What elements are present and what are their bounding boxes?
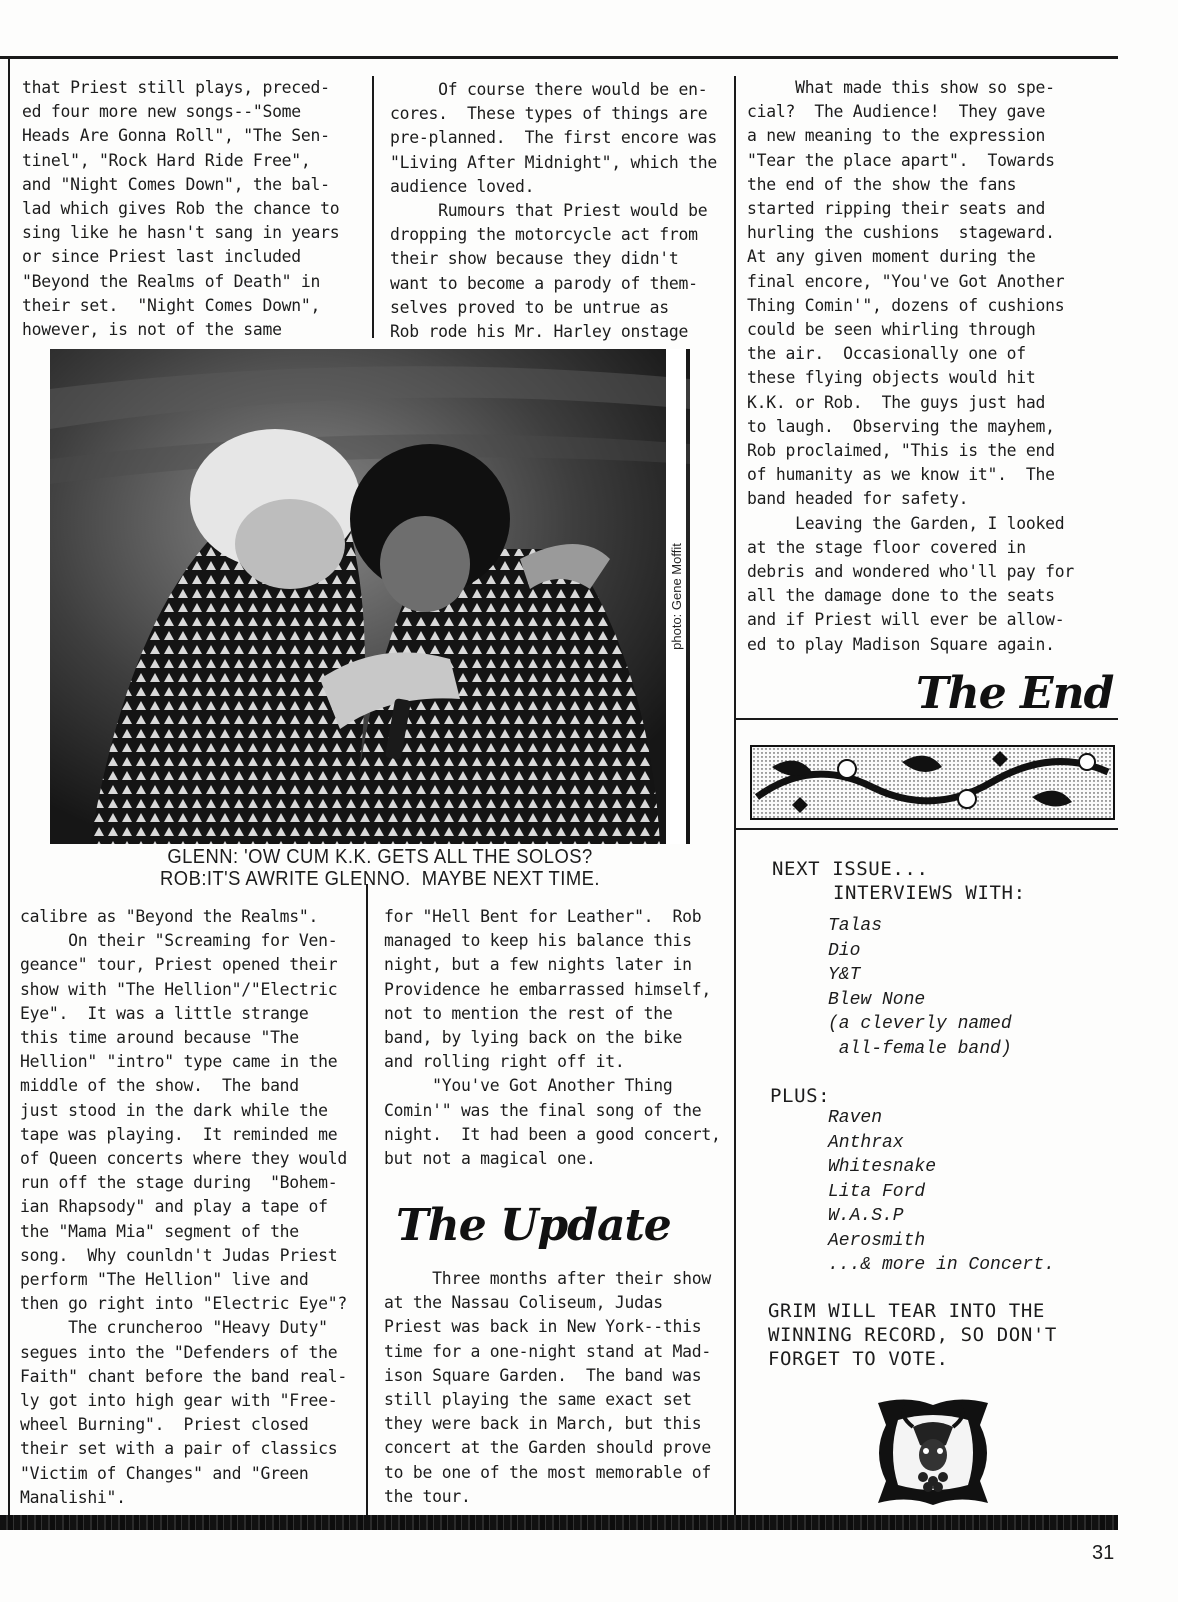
text-line: band, by lying back on the bike: [384, 1028, 683, 1048]
text-line: wheel Burning". Priest closed: [20, 1415, 309, 1435]
text-line: ison Square Garden. The band was: [384, 1365, 702, 1385]
page-number: 31: [1092, 1542, 1115, 1564]
text-line: audience loved.: [390, 176, 535, 196]
interview-item: Talas: [828, 916, 883, 936]
plus-label: PLUS:: [770, 1085, 831, 1107]
plus-list: [828, 1106, 1055, 1278]
text-line: and if Priest will ever be allow-: [747, 610, 1065, 630]
text-line: at the stage floor covered in: [747, 537, 1026, 557]
text-line: tinel", "Rock Hard Ride Free",: [22, 150, 311, 170]
left-border: [8, 58, 10, 1515]
text-line: Heads Are Gonna Roll", "The Sen-: [22, 126, 330, 146]
text-line: and rolling right off it.: [384, 1052, 625, 1072]
text-line: On their "Screaming for Ven-: [20, 931, 338, 951]
text-line: ly got into high gear with "Free-: [20, 1391, 338, 1411]
text-line: "Victim of Changes" and "Green: [20, 1463, 309, 1483]
text-line: time for a one-night stand at Mad-: [384, 1341, 712, 1361]
text-line: debris and wondered who'll pay for: [747, 562, 1075, 582]
text-line: The cruncheroo "Heavy Duty": [20, 1318, 328, 1338]
right-column-divider: [734, 76, 736, 1515]
photo-credit: [666, 349, 686, 844]
text-line: to laugh. Observing the mayhem,: [747, 416, 1055, 436]
text-line: however, is not of the same: [22, 320, 282, 340]
interview-item: Y&T: [828, 965, 861, 985]
text-line: segues into the "Defenders of the: [20, 1342, 338, 1362]
text-line: ed four more new songs--"Some: [22, 102, 301, 122]
concert-photo: [50, 349, 690, 844]
text-line: the end of the show the fans: [747, 174, 1017, 194]
goat-shield-emblem: [868, 1395, 998, 1510]
text-line: band headed for safety.: [747, 489, 969, 509]
text-line: just stood in the dark while the: [20, 1100, 328, 1120]
text-line: lad which gives Rob the chance to: [22, 199, 340, 219]
text-line: this time around because "The: [20, 1028, 299, 1048]
text-line: cial? The Audience! They gave: [747, 102, 1046, 122]
floral-ornament-banner: [750, 745, 1115, 820]
concert-photo-illustration: [50, 349, 690, 844]
bottom-rule: [0, 1515, 1118, 1530]
text-line: then go right into "Electric Eye"?: [20, 1294, 348, 1314]
goat-shield-emblem-graphic: [868, 1395, 998, 1510]
article-column-middle-top: [390, 78, 717, 344]
text-line: Hellion" "intro" type came in the: [20, 1052, 338, 1072]
text-line: show with "The Hellion"/"Electric: [20, 979, 338, 999]
photo-caption-line-2: ROB:IT'S AWRITE GLENNO. MAYBE NEXT TIME.: [160, 868, 600, 890]
plus-item: Lita Ford: [828, 1181, 926, 1202]
text-line: and "Night Comes Down", the bal-: [22, 174, 330, 194]
plus-item: Aerosmith: [828, 1230, 926, 1251]
text-line: Providence he embarrassed himself,: [384, 979, 712, 999]
text-line: final encore, "You've Got Another: [747, 271, 1065, 291]
text-line: a new meaning to the expression: [747, 126, 1046, 146]
grim-line-2: WINNING RECORD, SO DON'T: [768, 1324, 1057, 1346]
text-line: Rob rode his Mr. Harley onstage: [390, 322, 689, 342]
text-line: "Beyond the Realms of Death" in: [22, 271, 321, 291]
text-line: Comin'" was the final song of the: [384, 1100, 702, 1120]
text-line: middle of the show. The band: [20, 1076, 299, 1096]
text-line: What made this show so spe-: [747, 78, 1055, 97]
text-line: or since Priest last included: [22, 247, 301, 267]
section-divider-next: [734, 828, 1118, 830]
text-line: Manalishi".: [20, 1487, 126, 1507]
text-line: of humanity as we know it". The: [747, 465, 1055, 485]
text-line: their show because they didn't: [390, 249, 679, 269]
text-line: the tour.: [384, 1486, 471, 1506]
text-line: they were back in March, but this: [384, 1414, 702, 1434]
text-line: Three months after their show: [384, 1269, 712, 1288]
text-line: all the damage done to the seats: [747, 586, 1055, 606]
interview-item: Dio: [828, 940, 861, 961]
text-line: calibre as "Beyond the Realms".: [20, 907, 319, 926]
text-line: Rob proclaimed, "This is the end: [747, 441, 1055, 461]
text-line: their set. "Night Comes Down",: [22, 295, 321, 315]
column-divider-bottom: [366, 884, 368, 1515]
article-column-left-bottom: [20, 905, 347, 1510]
text-line: could be seen whirling through: [747, 320, 1036, 340]
column-divider-top: [372, 76, 374, 338]
text-line: but not a magical one.: [384, 1149, 596, 1169]
text-line: tape was playing. It reminded me: [20, 1124, 338, 1144]
the-end-heading: The End: [916, 668, 1114, 719]
text-line: "Tear the place apart". Towards: [747, 150, 1055, 170]
text-line: Rumours that Priest would be: [390, 201, 708, 221]
text-line: ed to play Madison Square again.: [747, 634, 1055, 654]
text-line: Eye". It was a little strange: [20, 1003, 309, 1023]
plus-item: W.A.S.P: [828, 1206, 904, 1226]
interview-item: Blew None: [828, 989, 926, 1010]
text-line: of Queen concerts where they would: [20, 1149, 348, 1169]
text-line: pre-planned. The first encore was: [390, 128, 718, 148]
text-line: "Living After Midnight", which the: [390, 152, 718, 172]
text-line: hurling the cushions stageward.: [747, 223, 1055, 243]
grim-line-1: GRIM WILL TEAR INTO THE: [768, 1300, 1045, 1322]
text-line: to be one of the most memorable of: [384, 1462, 712, 1482]
text-line: Priest was back in New York--this: [384, 1317, 702, 1337]
article-column-middle-bottom: [384, 905, 721, 1171]
update-body: [384, 1267, 711, 1509]
text-line: the "Mama Mia" segment of the: [20, 1221, 299, 1241]
interview-item: all-female band): [828, 1038, 1012, 1059]
photo-caption-line-1: GLENN: 'OW CUM K.K. GETS ALL THE SOLOS?: [167, 846, 593, 868]
text-line: cores. These types of things are: [390, 104, 708, 124]
text-line: started ripping their seats and: [747, 199, 1046, 219]
text-line: concert at the Garden should prove: [384, 1438, 712, 1458]
text-line: that Priest still plays, preced-: [22, 78, 330, 97]
floral-ornament-graphic: [752, 747, 1113, 818]
grim-line-3: FORGET TO VOTE.: [768, 1348, 949, 1370]
interview-item: (a cleverly named: [828, 1014, 1012, 1034]
text-line: still playing the same exact set: [384, 1390, 692, 1410]
plus-item: Anthrax: [828, 1132, 904, 1153]
plus-item: Raven: [828, 1108, 883, 1128]
text-line: song. Why counldn't Judas Priest: [20, 1245, 338, 1265]
text-line: Leaving the Garden, I looked: [747, 513, 1065, 533]
article-column-left-top: [22, 76, 339, 342]
interviews-heading: INTERVIEWS WITH:: [833, 882, 1026, 904]
text-line: not to mention the rest of the: [384, 1003, 673, 1023]
interviews-list: [828, 914, 1012, 1061]
text-line: night, but a few nights later in: [384, 955, 692, 975]
text-line: K.K. or Rob. The guys just had: [747, 392, 1046, 412]
photo-credit-text: photo: Gene Moffit: [668, 543, 684, 650]
text-line: at the Nassau Coliseum, Judas: [384, 1293, 663, 1313]
plus-item: ...& more in Concert.: [828, 1255, 1055, 1275]
text-line: selves proved to be untrue as: [390, 297, 669, 317]
text-line: for "Hell Bent for Leather". Rob: [384, 907, 702, 926]
text-line: ian Rhapsody" and play a tape of: [20, 1197, 328, 1217]
text-line: At any given moment during the: [747, 247, 1036, 267]
plus-item: Whitesnake: [828, 1157, 937, 1177]
text-line: "You've Got Another Thing: [384, 1076, 673, 1096]
text-line: want to become a parody of them-: [390, 273, 698, 293]
text-line: perform "The Hellion" live and: [20, 1270, 309, 1290]
text-line: run off the stage during "Bohem-: [20, 1173, 338, 1193]
article-column-right: [747, 76, 1074, 657]
text-line: their set with a pair of classics: [20, 1439, 338, 1459]
text-line: night. It had been a good concert,: [384, 1124, 721, 1144]
next-issue-heading: NEXT ISSUE...: [772, 858, 929, 880]
text-line: dropping the motorcycle act from: [390, 225, 698, 245]
the-update-heading: The Update: [396, 1200, 671, 1251]
text-line: Faith" chant before the band real-: [20, 1366, 348, 1386]
text-line: Of course there would be en-: [390, 80, 708, 99]
text-line: geance" tour, Priest opened their: [20, 955, 338, 975]
text-line: sing like he hasn't sang in years: [22, 223, 340, 243]
text-line: Thing Comin'", dozens of cushions: [747, 295, 1065, 315]
top-rule: [0, 56, 1118, 59]
text-line: the air. Occasionally one of: [747, 344, 1026, 364]
text-line: these flying objects would hit: [747, 368, 1036, 388]
text-line: managed to keep his balance this: [384, 931, 692, 951]
